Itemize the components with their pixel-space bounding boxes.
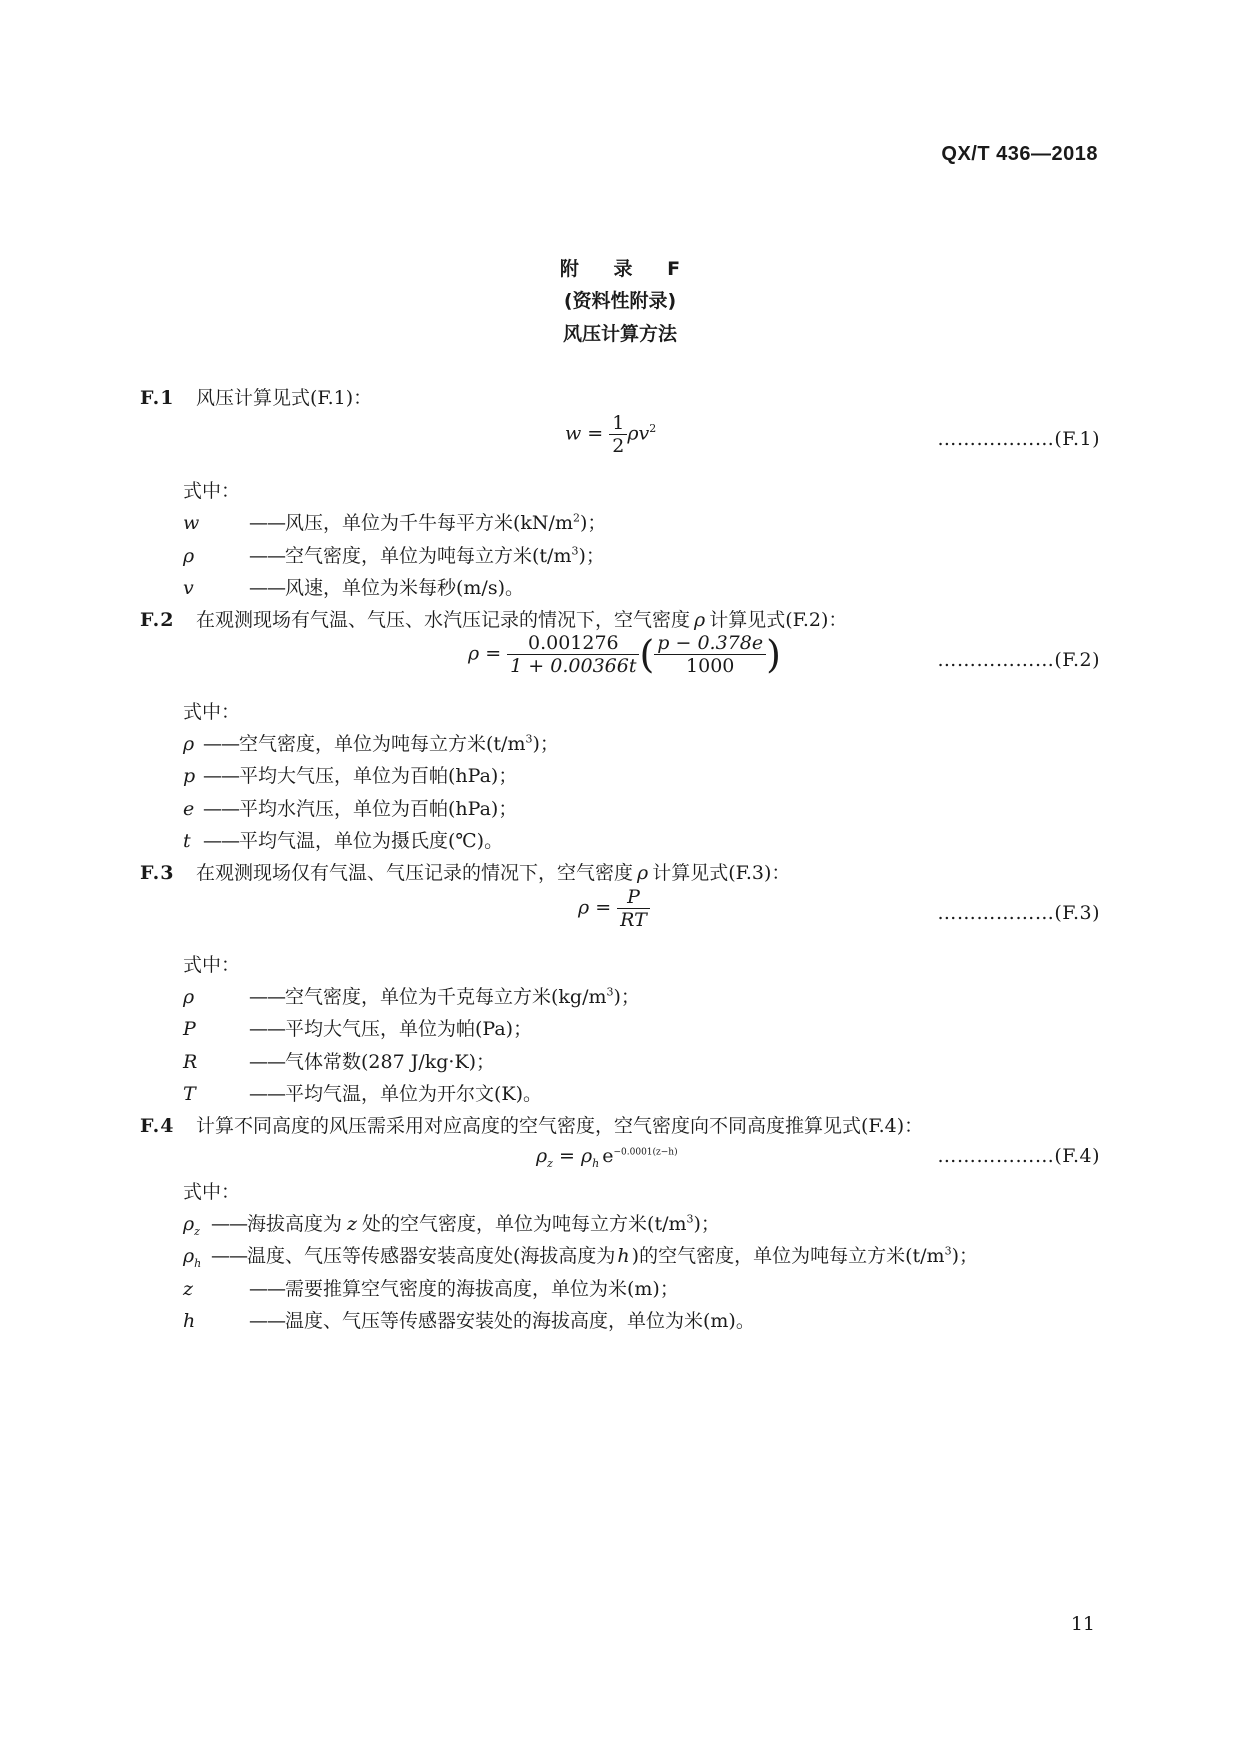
equation-number-f4: ………………(F.4) xyxy=(937,1145,1100,1167)
equation-number-f1: ………………(F.1) xyxy=(937,428,1100,450)
fraction: $\frac{P}{RT}$ xyxy=(617,886,650,931)
variable-row: v ——风速，单位为米每秒(m/s)。 xyxy=(183,577,524,599)
variable-row: $\rho_h$ ——温度、气压等传感器安装高度处(海拔高度为 h )的空气密度，单位为吨每立方米$(t/m^3)$； xyxy=(183,1244,978,1270)
variable-row: P ——平均大气压，单位为帕(Pa)； xyxy=(183,1018,533,1040)
where-label: 式中： xyxy=(183,1181,241,1203)
section-f4: F.4 计算不同高度的风压需采用对应高度的空气密度，空气密度向不同高度推算见式(F.4)： xyxy=(140,1115,924,1137)
fraction: $\frac{p - 0.378e}{1000}$ xyxy=(654,632,766,677)
formula-f1: w = $\frac{1}{2}$ $\rho v^2$ xyxy=(565,412,657,457)
section-number: F.2 xyxy=(140,609,175,631)
standard-code: QX/T 436—2018 xyxy=(941,143,1098,165)
variable-row: e ——平均水汽压，单位为百帕(hPa)； xyxy=(183,798,518,820)
section-f1 xyxy=(140,383,372,410)
appendix-name: 风压计算方法 xyxy=(562,323,677,345)
section-f3: F.3 在观测现场仅有气温、气压记录的情况下，空气密度 ρ 计算见式(F.3)： xyxy=(140,862,791,884)
variable-row: ρ ——空气密度，单位为千克每立方米$(kg/m^3)$； xyxy=(183,985,640,1008)
section-number: F.1 xyxy=(140,387,175,409)
formula-f2: ρ = $\frac{0.001276}{1 + 0.00366t}$ ( $\frac{p - 0.378e}{1000}$ ) xyxy=(468,632,781,677)
appendix-title: 附 录 F xyxy=(559,258,695,280)
section-number: F.4 xyxy=(140,1115,175,1137)
equation-number-f2: ………………(F.2) xyxy=(937,649,1100,671)
variable-row: w ——风压，单位为千牛每平方米$(kN/m^2)$； xyxy=(183,511,607,534)
equation-number-f3: ………………(F.3) xyxy=(937,902,1100,924)
variable-row: ρ ——空气密度，单位为吨每立方米$(t/m^3)$； xyxy=(183,544,605,567)
appendix-type: (资料性附录) xyxy=(563,290,677,312)
fraction: $\frac{0.001276}{1 + 0.00366t}$ xyxy=(507,632,639,677)
variable-row: $\rho_z$ ——海拔高度为 z 处的空气密度，单位为吨每立方米$(t/m^3)$； xyxy=(183,1212,720,1238)
where-label: 式中： xyxy=(183,480,241,502)
formula-f4: $\rho_z = \rho_h$ $e^{-0.0001(z-h)}$ xyxy=(536,1145,678,1170)
variable-row: t ——平均气温，单位为摄氏度(℃)。 xyxy=(183,830,504,852)
page-number: 11 xyxy=(1070,1613,1095,1635)
variable-row: R ——气体常数(287 J/kg·K)； xyxy=(183,1051,496,1073)
variable-row: ρ ——空气密度，单位为吨每立方米$(t/m^3)$； xyxy=(183,732,559,755)
variable-row: p ——平均大气压，单位为百帕(hPa)； xyxy=(183,765,518,787)
fraction: $\frac{1}{2}$ xyxy=(609,412,627,457)
formula-f3: ρ = $\frac{P}{RT}$ xyxy=(578,886,650,931)
section-f2: F.2 在观测现场有气温、气压、水汽压记录的情况下，空气密度 ρ 计算见式(F.2)： xyxy=(140,609,848,631)
variable-row: T ——平均气温，单位为开尔文(K)。 xyxy=(183,1083,543,1105)
where-label: 式中： xyxy=(183,701,241,723)
variable-row: h ——温度、气压等传感器安装处的海拔高度，单位为米(m)。 xyxy=(183,1310,755,1332)
variable-row: z ——需要推算空气密度的海拔高度，单位为米(m)； xyxy=(183,1278,679,1300)
section-number: F.3 xyxy=(140,862,175,884)
where-label: 式中： xyxy=(183,954,241,976)
section-text: 风压计算见式(F.1)： xyxy=(196,387,373,409)
